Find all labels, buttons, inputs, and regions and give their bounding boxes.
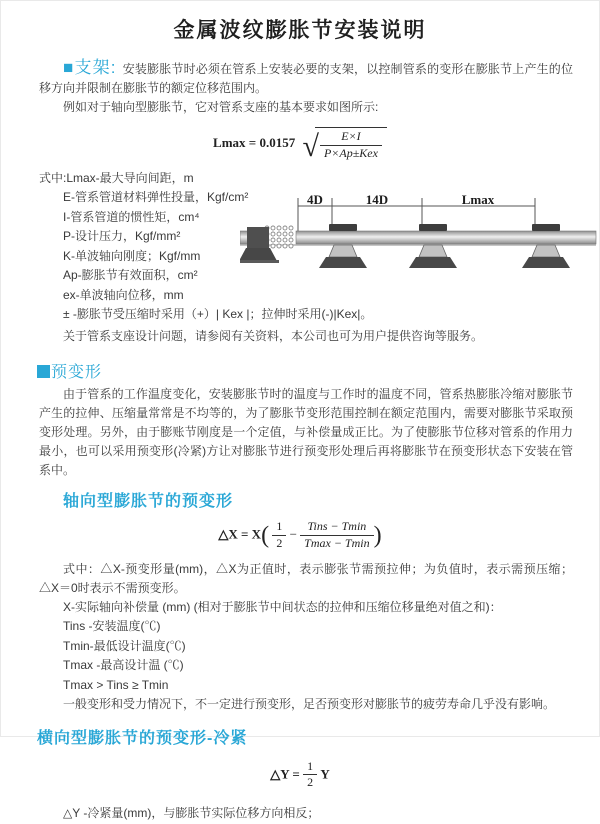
item-line: Tmin-最低设计温度(℃) — [63, 638, 186, 653]
lateral-formula-lhs: △Y = — [270, 765, 300, 781]
lateral-explain-line: △Y -冷紧量(mm)，与膨胀节实际位移方向相反； — [63, 806, 320, 821]
temperature-fraction — [300, 520, 373, 551]
predeform-body-paragraph: 由于管系的工作温度变化，安装膨胀节时的温度与工作时的温度不同，管系热膨胀冷缩对膨胀节产生的拉伸、压缩量常常是不均等的，为了膨胀节变形范围控制在额定范围内，需要对膨胀节采取预变形处理。另外，由于膨账节刚度是一个定值，与补偿量成正比。为了使膨胀节位移对管系的作用力最小，也可以采用预变形(冷紧)方让对膨胀节进行预变形处理后再将膨胀节在预变形状态下安装在管系中。 — [39, 387, 573, 478]
definition-line: Ap-膨胀节有效面积，cm² — [63, 268, 198, 283]
predeform-section-label: 预变形 — [51, 364, 103, 382]
half-denominator: 2 — [272, 535, 286, 551]
lmax-fraction — [320, 130, 382, 161]
half-numerator: 1 — [276, 519, 283, 534]
definition-line: P-设计压力，Kgf/mm² — [63, 229, 181, 244]
predeform-section-heading — [37, 359, 573, 382]
item-line: 一般变形和受力情况下，不一定进行预变形，足否预变形对膨胀节的疲劳寿命几乎没有影响。 — [63, 697, 556, 712]
definition-line: I-管系管道的惯性矩，cm⁴ — [63, 209, 200, 224]
definition-line: ex-单波轴向位移，mm — [63, 287, 184, 302]
axial-item-list — [39, 598, 573, 715]
pipe-support-guide — [409, 224, 457, 268]
lateral-denominator: 2 — [303, 774, 317, 790]
axial-formula-lhs: △X = X — [218, 526, 262, 542]
lateral-formula-rhs: Y — [320, 765, 330, 781]
support-section-label: 支架: — [74, 58, 117, 77]
minus-sign: − — [289, 526, 297, 542]
temperature-numerator: Tins − Tmin — [307, 519, 367, 534]
axial-formula-explain: 式中：△X-预变形量(mm)，△X为正值时，表示膨张节需预拉伸；为负值时，表示需预压缩；△X＝0时表示不需预变形。 — [39, 561, 573, 595]
temperature-denominator: Tmax − Tmin — [300, 535, 373, 551]
dim-label-4d: 4D — [307, 194, 323, 207]
section-square-icon — [37, 365, 50, 378]
pipe-support-guide — [319, 224, 367, 268]
definition-line: K-单波轴向刚度；Kgf/mm — [63, 248, 201, 263]
lmax-formula — [1, 127, 599, 161]
lateral-predeform-heading: 横向型膨胀节的预变形-冷紧 — [37, 729, 248, 747]
lateral-predeform-formula — [1, 760, 599, 791]
sqrt-content — [315, 127, 387, 161]
lateral-explain-block — [39, 804, 573, 824]
section-square-icon: ■ — [63, 58, 75, 77]
item-line: X-实际轴向补偿量 (mm) (相对于膨胀节中间状态的拉伸和压缩位移量绝对值之和)： — [63, 599, 502, 614]
dim-label-lmax: Lmax — [461, 194, 495, 207]
lmax-fraction-numerator: E×I — [341, 129, 361, 143]
support-intro-text: 安装膨胀节时必须在管系上安装必要的支架，以控制管系的变形在膨胀节上产生的位移方向并限制在膨胀节的额定位移范围内。 — [39, 62, 573, 95]
support-intro-paragraph — [39, 58, 573, 98]
dim-label-14d: 14D — [365, 194, 389, 207]
support-example-line: 例如对于轴向型膨胀节，它对管系支座的基本要求如图所示: — [63, 100, 379, 114]
lmax-formula-lhs: Lmax = 0.0157 — [213, 134, 296, 150]
open-paren: ( — [261, 522, 270, 549]
lmax-fraction-denominator: P×Ap±Kex — [320, 145, 382, 161]
definition-line: ± -膨胀节受压缩时采用（+）| Kex |；拉伸时采用(-)|Kex|。 — [63, 307, 373, 322]
definition-line: E-管系管道材料弹性投量，Kgf/cm² — [63, 190, 249, 205]
support-section-heading — [63, 58, 117, 77]
half-fraction — [272, 520, 286, 551]
pipe-support-diagram — [240, 194, 597, 294]
item-line: Tins -安装温度(℃) — [63, 619, 161, 634]
item-line: Tmax -最高设计温 (℃) — [63, 658, 184, 673]
pipe-support-guide — [522, 224, 570, 268]
sqrt-radical-icon: √ — [302, 129, 319, 163]
close-paren: ) — [373, 522, 382, 549]
item-line: Tmax > Tins ≥ Tmin — [63, 677, 169, 692]
lateral-numerator: 1 — [307, 758, 314, 773]
definition-line: 式中:Lmax-最大导向间距，m — [39, 170, 194, 185]
lateral-half-fraction — [303, 760, 317, 791]
page-title: 金属波纹膨胀节安装说明 — [173, 19, 427, 42]
consulting-note-line: 关于管系支座设计问题，请参阅有关资料，本公司也可为用户提供咨询等服务。 — [63, 328, 484, 343]
pipe-main — [296, 231, 596, 244]
axial-predeform-formula — [1, 520, 599, 551]
axial-predeform-heading: 轴向型膨胀节的预变形 — [63, 493, 234, 511]
